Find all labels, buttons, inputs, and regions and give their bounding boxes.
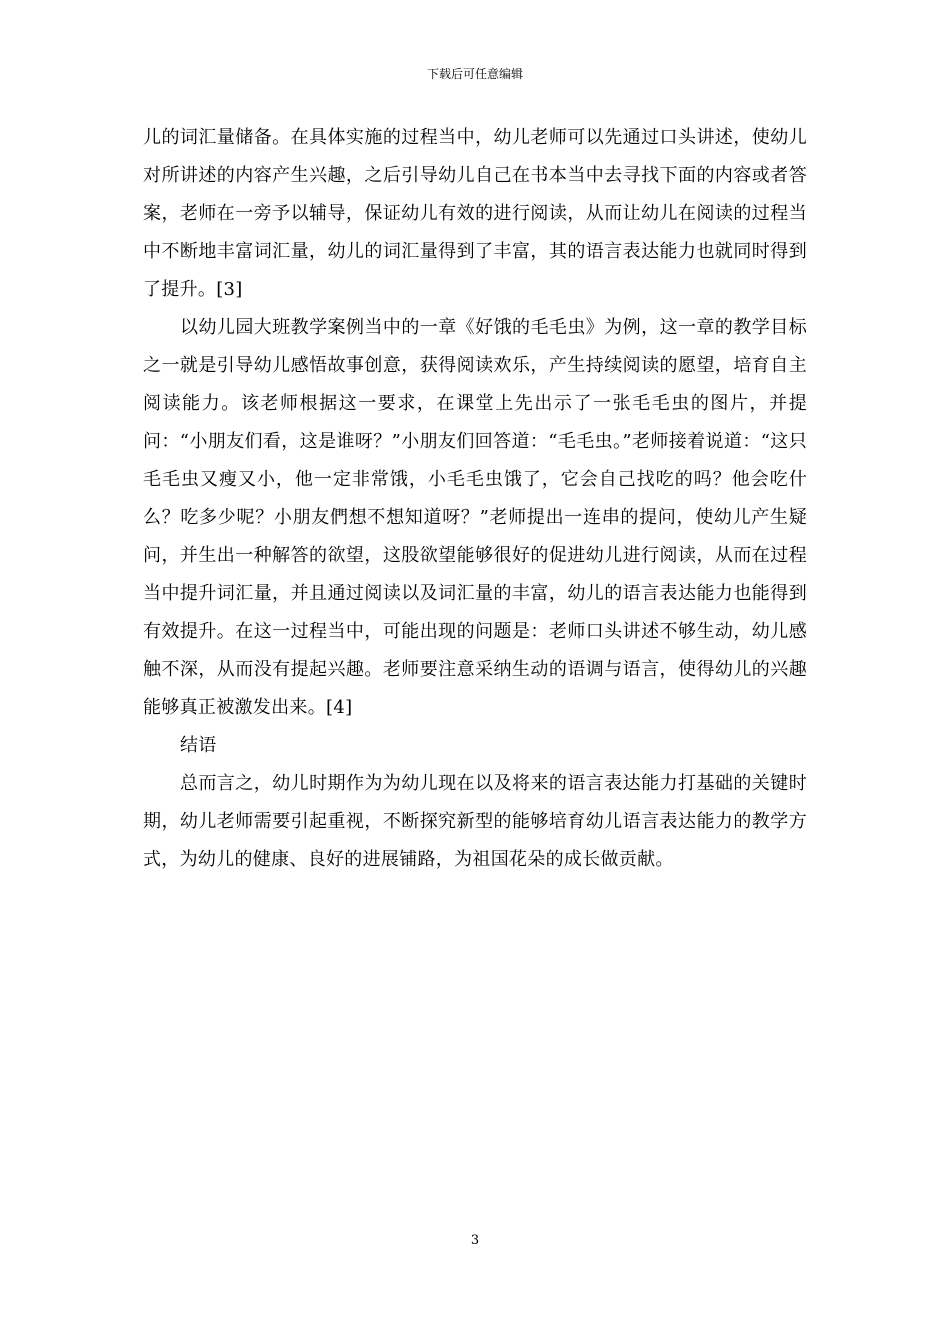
paragraph-caterpillar-case: 以幼儿园大班教学案例当中的一章《好饿的毛毛虫》为例，这一章的教学目标之一就是引导幼儿感悟故事创意，获得阅读欢乐，产生持续阅读的愿望，培育自主阅读能力。该老师根据这一要求，在课堂上先出示了一张毛毛虫的图片，并提问：“小朋友们看，这是谁呀？”小朋友们回答道：“毛毛虫。”老师接着说道：“这只毛毛虫又瘦又小，他一定非常饿，小毛毛虫饿了，它会自己找吃的吗？他会吃什么？吃多少呢？小朋友們想不想知道呀？”老师提出一连串的提问，使幼儿产生疑问，并生出一种解答的欲望，这股欲望能够很好的促进幼儿进行阅读，从而在过程当中提升词汇量，并且通过阅读以及词汇量的丰富，幼儿的语言表达能力也能得到有效提升。在这一过程当中，可能出现的问题是：老师口头讲述不够生动，幼儿感触不深，从而没有提起兴趣。老师要注意采纳生动的语调与语言，使得幼儿的兴趣能够真正被激发出来。[4] (143, 317, 807, 718)
paragraph-vocabulary-reserve: 儿的词汇量储备。在具体实施的过程当中，幼儿老师可以先通过口头讲述，使幼儿对所讲述的内容产生兴趣，之后引导幼儿自己在书本当中去寻找下面的内容或者答案，老师在一旁予以辅导，保证幼儿有效的进行阅读，从而让幼儿在阅读的过程当中不断地丰富词汇量，幼儿的词汇量得到了丰富，其的语言表达能力也就同时得到了提升。[3] (143, 127, 807, 300)
page-header: 下载后可任意编辑 (426, 67, 523, 81)
paragraph-conclusion: 总而言之，幼儿时期作为为幼儿现在以及将来的语言表达能力打基础的关键时期，幼儿老师需要引起重视，不断探究新型的能够培育幼儿语言表达能力的教学方式，为幼儿的健康、良好的进展铺路，为祖国花朵的成长做贡献。 (143, 773, 807, 870)
document-body (143, 119, 807, 879)
page-number: 3 (470, 1233, 480, 1248)
conclusion-heading: 结语 (180, 735, 217, 756)
